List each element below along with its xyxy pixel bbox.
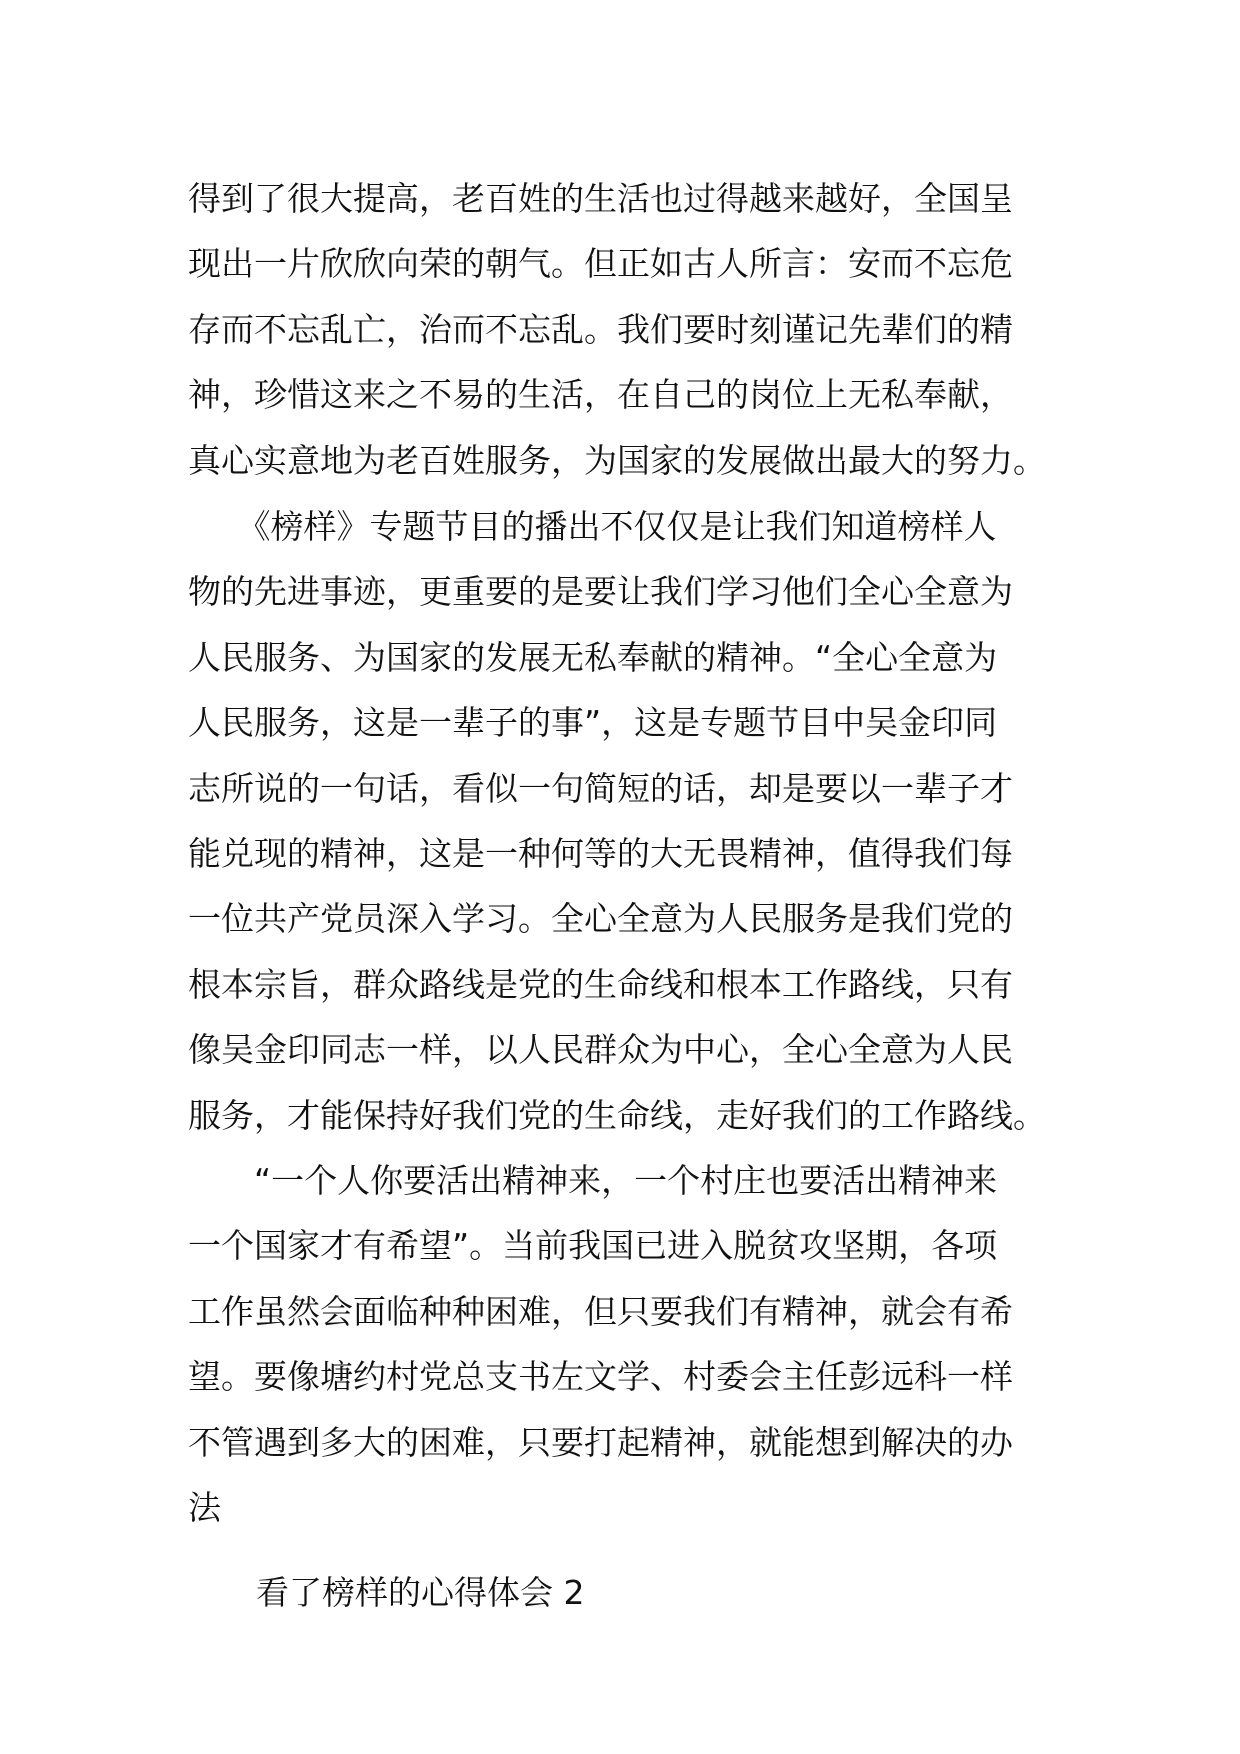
- paragraph-line: 志所说的一句话，看似一句简短的话，却是要以一辈子才: [188, 768, 1013, 808]
- paragraph-line: 一位共产党员深入学习。全心全意为人民服务是我们党的: [188, 899, 1013, 939]
- paragraph-line: 法: [188, 1487, 221, 1527]
- paragraph-line: 得到了很大提高，老百姓的生活也过得越来越好，全国呈: [188, 179, 1013, 218]
- paragraph-line: 不管遇到多大的困难，只要打起精神，就能想到解决的办: [188, 1422, 1013, 1462]
- paragraph-line: 像吴金印同志一样，以人民群众为中心，全心全意为人民: [188, 1030, 1013, 1070]
- paragraph-line: 人民服务、为国家的发展无私奉献的精神。“全心全意为: [188, 637, 998, 677]
- paragraph-line: 根本宗旨，群众路线是党的生命线和根本工作路线，只有: [188, 964, 1013, 1004]
- paragraph-line: 工作虽然会面临种种困难，但只要我们有精神，就会有希: [188, 1291, 1013, 1331]
- paragraph-line: 《榜样》专题节目的播出不仅仅是让我们知道榜样人: [188, 507, 997, 546]
- paragraph-line: 一个国家才有希望”。当前我国已进入脱贫攻坚期，各项: [188, 1226, 998, 1266]
- paragraph-2: [188, 494, 1058, 1148]
- paragraph-line: 服务，才能保持好我们党的生命线，走好我们的工作路线。: [188, 1095, 1046, 1135]
- paragraph-line: 存而不忘乱亡，治而不忘乱。我们要时刻谨记先辈们的精: [188, 309, 1013, 349]
- section-heading: 看了榜样的心得体会 2: [256, 1573, 585, 1612]
- paragraph-line: 神，珍惜这来之不易的生活，在自己的岗位上无私奉献，: [188, 375, 1013, 415]
- paragraph-line: “一个人你要活出精神来，一个村庄也要活出精神来: [188, 1161, 998, 1200]
- paragraph-line: 现出一片欣欣向荣的朝气。但正如古人所言：安而不忘危: [188, 244, 1013, 284]
- paragraph-line: 能兑现的精神，这是一种何等的大无畏精神，值得我们每: [188, 833, 1013, 873]
- paragraph-line: 望。要像塘约村党总支书左文学、村委会主任彭远科一样: [188, 1357, 1013, 1397]
- paragraph-line: 物的先进事迹，更重要的是要让我们学习他们全心全意为: [188, 572, 1013, 612]
- paragraph-line: 真心实意地为老百姓服务，为国家的发展做出最大的努力。: [188, 440, 1046, 480]
- paragraph-1: [188, 166, 1058, 493]
- paragraph-line: 人民服务，这是一辈子的事”，这是专题节目中吴金印同: [188, 703, 998, 743]
- paragraph-3: [188, 1148, 1058, 1540]
